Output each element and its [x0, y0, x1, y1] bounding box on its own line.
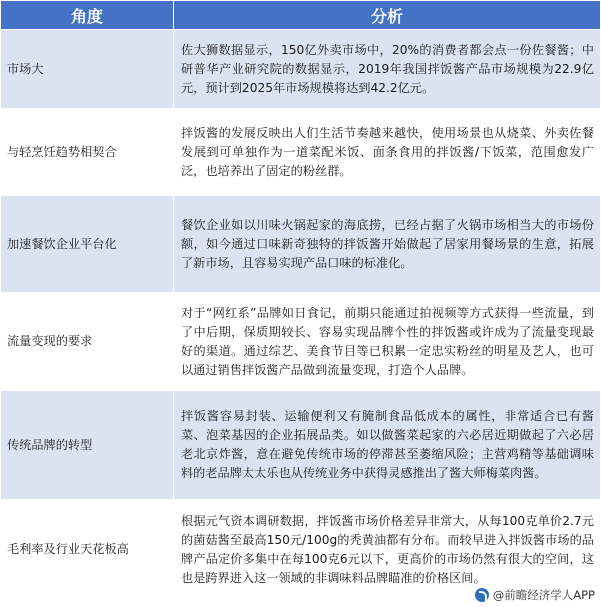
- row-text: 拌饭酱的发展反映出人们生活节奏越来越快，使用场景也从烧菜、外卖佐餐发展到可单独作为一道菜配米饭、面条食用的拌饭酱/下饭菜，范围愈发广泛，也培养出了固定的粉丝群。: [174, 109, 601, 196]
- row-key: 加速餐饮企业平台化: [1, 196, 174, 293]
- source-footer: [472, 587, 595, 603]
- table-row: [1, 391, 601, 500]
- table-row: [1, 500, 601, 600]
- row-text: 佐大狮数据显示，150亿外卖市场中，20%的消费者都会点一份佐餐酱；中研普华产业研究院的数据显示，2019年我国拌饭酱产品市场规模为22.9亿元，预计到2025年市场规模将达到42.2亿元。: [174, 30, 601, 109]
- row-key: 毛利率及行业天花板高: [1, 500, 174, 600]
- row-key: 传统品牌的转型: [1, 391, 174, 500]
- table-row: [1, 30, 601, 109]
- row-text: 根据元气资本调研数据，拌饭酱市场价格差异非常大，从每100克单价2.7元的菌菇酱至最高150元/100g的秃黄油都有分布。而较早进入拌饭酱市场的品牌产品定价多集中在每100克6元以下，更高价的市场仍然有很大的空间，这也是跨界进入这一领域的非调味料品牌瞄准的价格区间。: [174, 500, 601, 600]
- qianzhan-logo-icon: [475, 588, 489, 602]
- row-key: 流量变现的要求: [1, 293, 174, 391]
- row-text: 餐饮企业如以川味火锅起家的海底捞，已经占据了火锅市场相当大的市场份额，如今通过口味新奇独特的拌饭酱开始做起了居家用餐场景的生意，拓展了新市场，且容易实现产品口味的标准化。: [174, 196, 601, 293]
- table-row: [1, 196, 601, 293]
- table-row: [1, 293, 601, 391]
- header-row: [1, 1, 601, 30]
- row-text: 拌饭酱容易封装、运输便利又有腌制食品低成本的属性，非常适合已有酱菜、泡菜基因的企业拓展品类。如以做酱菜起家的六必居近期做起了六必居老北京炸酱，意在避免传统市场的停滞甚至萎缩风险；主营鸡精等基础调味料的老品牌太太乐也从传统业务中获得灵感推出了酱大师梅菜肉酱。: [174, 391, 601, 500]
- row-key: 市场大: [1, 30, 174, 109]
- table-row: [1, 109, 601, 196]
- header-angle: 角度: [1, 1, 174, 30]
- source-text: @前瞻经济学人APP: [492, 588, 595, 602]
- header-analysis: 分析: [174, 1, 601, 30]
- row-key: 与轻烹饪趋势相契合: [1, 109, 174, 196]
- row-text: 对于“网红系”品牌如日食记，前期只能通过拍视频等方式获得一些流量，到了中后期，保质期较长、容易实现品牌个性的拌饭酱或许成为了流量变现最好的渠道。通过综艺、美食节目等已积累一定忠实粉丝的明星及艺人，也可以通过销售拌饭酱产品做到流量变现，打造个人品牌。: [174, 293, 601, 391]
